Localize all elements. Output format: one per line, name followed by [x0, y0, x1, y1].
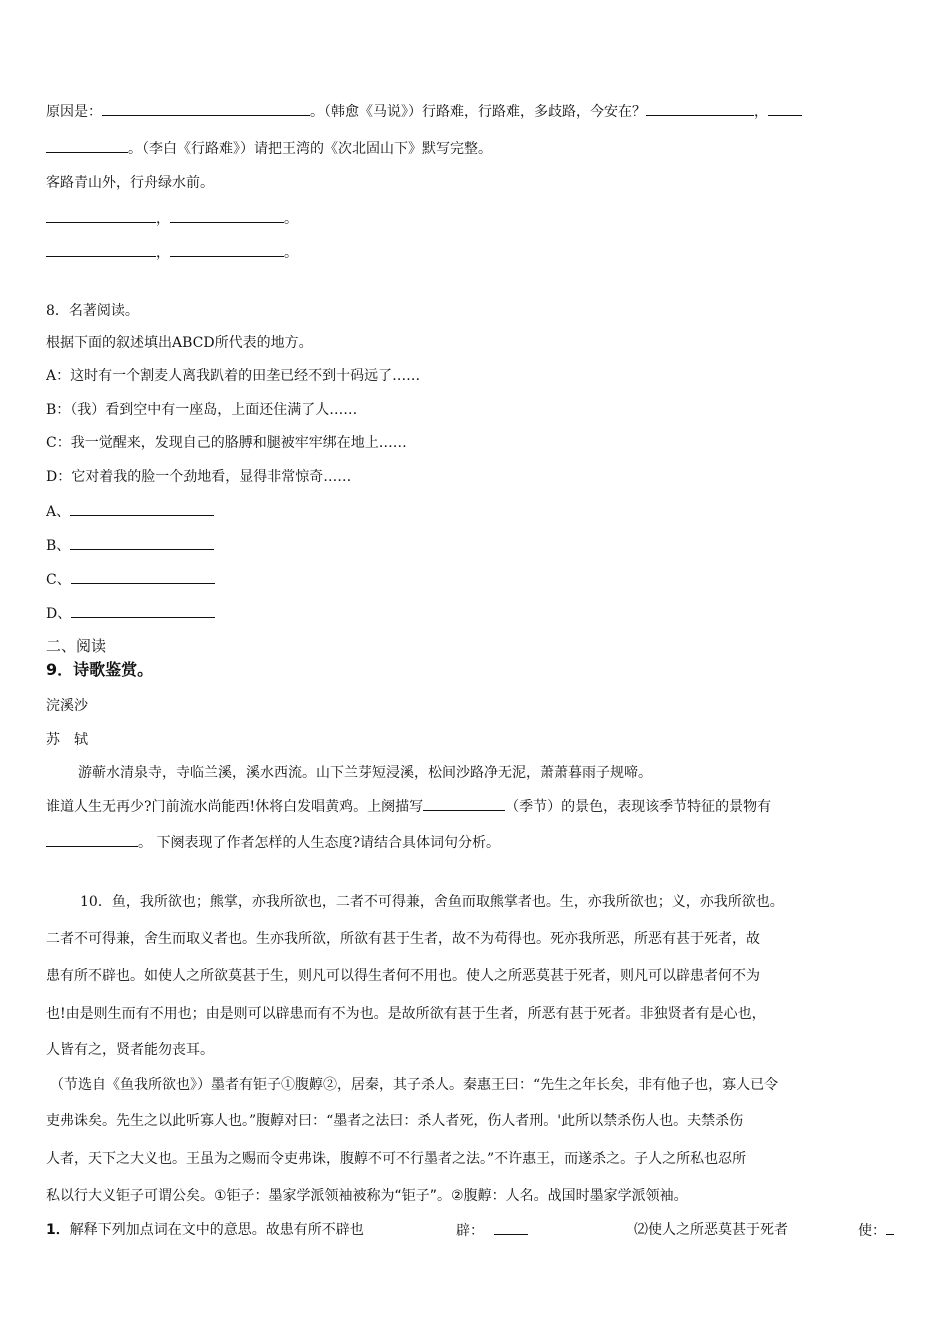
answer-blank[interactable] [70, 535, 214, 550]
text-segment: （季节）的景色，表现该季节特征的景物有 [505, 799, 772, 815]
answer-blank[interactable] [46, 242, 156, 257]
passage-line: 人者，天下之大义也。王虽为之赐而令吏弗诛，腹䵍不可不行墨者之法。”不许惠王，而遂杀之。子人之所私也忍所 [46, 1151, 747, 1167]
answer-blank[interactable] [46, 138, 128, 153]
answer-blank[interactable] [46, 832, 138, 847]
text-segment: 解释下列加点词在文中的意思。故患有所不辟也 [69, 1222, 364, 1238]
question-8-intro: 根据下面的叙述填出ABCD所代表的地方。 [46, 335, 313, 351]
answer-line-d [46, 603, 215, 624]
question-8-item-b: B：（我）看到空中有一座岛，上面还住满了人…… [46, 402, 358, 418]
passage-line: 10．鱼，我所欲也；熊掌，亦我所欲也，二者不可得兼，舍鱼而取熊掌者也。生，亦我所欲也；义，亦我所欲也。 [80, 894, 784, 910]
text-segment: 。（韩愈《马说》）行路难，行路难，多歧路，今安在？ [310, 104, 646, 120]
answer-line-a [46, 501, 214, 522]
fill-in-line-1 [46, 101, 802, 122]
answer-label: 辟： [456, 1223, 484, 1239]
answer-blank[interactable] [646, 101, 754, 116]
answer-blank[interactable] [71, 569, 215, 584]
fill-in-line-2 [46, 138, 492, 159]
answer-label: B、 [46, 538, 71, 554]
answer-blank[interactable] [768, 101, 802, 116]
passage-line: 二者不可得兼，舍生而取义者也。生亦我所欲，所欲有甚于生者，故不为苟得也。死亦我所恶，所恶有甚于死者，故 [46, 931, 760, 947]
poem-blank-line-1 [46, 208, 298, 229]
answer-blank[interactable] [494, 1220, 528, 1235]
answer-blank[interactable] [71, 603, 215, 618]
passage-line: （节选自《鱼我所欲也》）墨者有钜子①腹䵍②，居秦，其子杀人。秦惠王曰：“先生之年长矣，非有他子也，寡人已令 [50, 1077, 779, 1093]
question-8-item-d: D：它对着我的脸一个劲地看，显得非常惊奇…… [46, 469, 352, 485]
section-title: 二、阅读 [46, 637, 107, 655]
answer-label: 使： [858, 1223, 886, 1239]
answer-label: A、 [46, 504, 71, 520]
passage-line: 也!由是则生而有不用也；由是则可以辟患而有不为也。是故所欲有甚于生者，所恶有甚于死者。非独贤者有是心也， [46, 1006, 766, 1022]
answer-blank[interactable] [70, 501, 214, 516]
poem-blank-line-2 [46, 242, 298, 263]
comma: ， [156, 245, 170, 261]
text-segment: 原因是： [46, 104, 102, 120]
poem-first-line: 客路青山外，行舟绿水前。 [46, 175, 214, 191]
sub-question-2: ⑵使人之所恶莫甚于死者 [634, 1222, 788, 1238]
poem-text: 游蕲水清泉寺，寺临兰溪，溪水西流。山下兰芽短浸溪，松间沙路净无泥，萧萧暮雨子规啼。 [78, 765, 652, 781]
passage-line: 人皆有之，贤者能勿丧耳。 [46, 1042, 214, 1058]
answer-blank[interactable] [886, 1220, 894, 1235]
answer-label: D、 [46, 606, 72, 622]
question-9-title: 9．诗歌鉴赏。 [46, 660, 154, 679]
answer-line-b [46, 535, 214, 556]
question-9-prompt-1 [46, 796, 771, 817]
answer-pair-2 [858, 1220, 894, 1241]
poem-author: 苏 轼 [46, 732, 88, 748]
passage-line: 吏弗诛矣。先生之以此听寡人也。”腹䵍对曰：“墨者之法曰：杀人者死，伤人者刑。'此所以禁杀伤人也。夫禁杀伤 [46, 1113, 744, 1129]
period: 。 [284, 211, 298, 227]
answer-blank[interactable] [46, 208, 156, 223]
answer-pair-1 [456, 1220, 528, 1241]
sub-question-1 [46, 1220, 364, 1240]
question-9-prompt-2 [46, 832, 500, 853]
sub-question-number: 1． [46, 1222, 70, 1238]
passage-footnote: 私以行大义钜子可谓公矣。①钜子：墨家学派领袖被称为“钜子”。②腹䵍：人名。战国时墨家学派领袖。 [46, 1188, 688, 1204]
text-segment: 。 下阕表现了作者怎样的人生态度?请结合具体词句分析。 [138, 835, 500, 851]
answer-blank[interactable] [102, 101, 310, 116]
answer-line-c [46, 569, 215, 590]
question-8-title: 8．名著阅读。 [46, 303, 139, 319]
answer-blank[interactable] [170, 242, 284, 257]
text-segment: 谁道人生无再少?门前流水尚能西!休将白发唱黄鸡。上阕描写 [46, 799, 424, 815]
poem-title: 浣溪沙 [46, 698, 88, 714]
text-segment: 。（李白《行路难》）请把王湾的《次北固山下》默写完整。 [128, 141, 492, 157]
answer-blank[interactable] [170, 208, 284, 223]
passage-line: 患有所不辟也。如使人之所欲莫甚于生，则凡可以得生者何不用也。使人之所恶莫甚于死者，则凡可以辟患者何不为 [46, 968, 760, 984]
answer-blank[interactable] [423, 796, 505, 811]
question-8-item-c: C：我一觉醒来，发现自己的胳膊和腿被牢牢绑在地上…… [46, 435, 407, 451]
period: 。 [284, 245, 298, 261]
comma: ， [156, 211, 170, 227]
text-segment: ， [754, 104, 768, 120]
question-8-item-a: A：这时有一个割麦人离我趴着的田垄已经不到十码远了…… [46, 368, 421, 384]
answer-label: C、 [46, 572, 71, 588]
